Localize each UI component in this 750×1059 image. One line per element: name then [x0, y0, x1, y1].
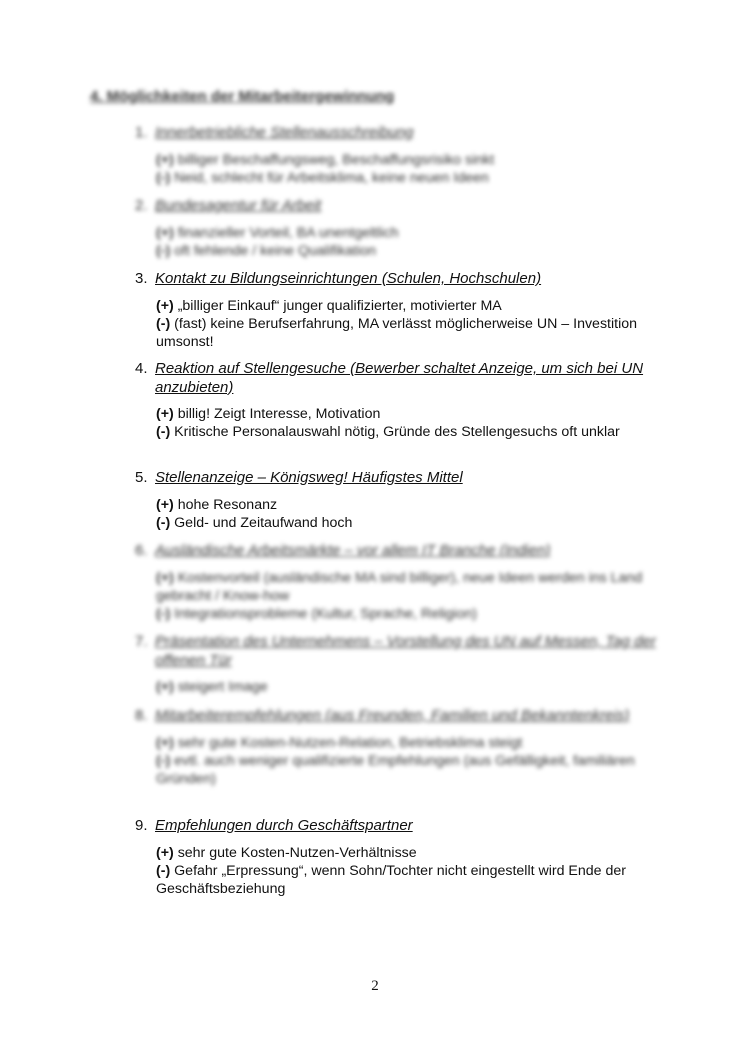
- pro-line: (+) sehr gute Kosten-Nutzen-Verhältnisse: [156, 844, 417, 861]
- list-item-2: [135, 197, 675, 260]
- list-item-8: [135, 707, 675, 788]
- pro-line: (+) finanzieller Vorteil, BA unentgeltlich: [156, 224, 399, 241]
- item-number: 4.: [135, 360, 148, 377]
- page-number: 2: [371, 978, 379, 994]
- con-line: (-) evtl. auch weniger qualifizierte Empfehlungen (aus Gefälligkeit, familiären Gründen): [156, 752, 635, 787]
- item-title: Innerbetriebliche Stellenausschreibung: [155, 124, 414, 141]
- item-number: 5.: [135, 469, 148, 486]
- list-item-3: [135, 270, 675, 351]
- item-number: 9.: [135, 817, 148, 834]
- pro-line: (+) billiger Beschaffungsweg, Beschaffungsrisiko sinkt: [156, 151, 495, 168]
- list-item-1: [135, 124, 675, 187]
- list-item-7: [135, 633, 675, 696]
- list-item-5: [135, 469, 675, 532]
- item-title: Bundesagentur für Arbeit: [155, 197, 322, 214]
- item-title: Kontakt zu Bildungseinrichtungen (Schulen, Hochschulen): [155, 270, 542, 287]
- con-line: (-) Geld- und Zeitaufwand hoch: [156, 514, 353, 531]
- list-item-9: [135, 817, 675, 898]
- item-number: 2.: [135, 197, 148, 214]
- con-line: (-) Gefahr „Erpressung“, wenn Sohn/Tochter nicht eingestellt wird Ende der Geschäftsbeziehung: [156, 862, 627, 897]
- con-line: (-) (fast) keine Berufserfahrung, MA verlässt möglicherweise UN – Investition umsonst!: [156, 315, 638, 350]
- pro-line: (+) sehr gute Kosten-Nutzen-Relation, Betriebsklima steigt: [156, 734, 523, 751]
- item-number: 1.: [135, 124, 148, 141]
- con-line: (-) Integrationsprobleme (Kultur, Sprache, Religion): [156, 605, 477, 622]
- section-heading: 4. Möglichkeiten der Mitarbeitergewinnung: [90, 88, 395, 105]
- pro-line: (+) Kostenvorteil (ausländische MA sind billiger), neue Ideen werden ins Land gebracht / Know-how: [156, 569, 643, 604]
- item-number: 3.: [135, 270, 148, 287]
- item-number: 6.: [135, 542, 148, 559]
- list-item-6: [135, 542, 675, 623]
- con-line: (-) Neid, schlecht für Arbeitsklima, keine neuen Ideen: [156, 169, 489, 186]
- pro-line: (+) hohe Resonanz: [156, 496, 278, 513]
- item-title: Präsentation des Unternehmens – Vorstellung des UN auf Messen, Tag der offenen Tür: [155, 633, 656, 669]
- item-title: Stellenanzeige – Königsweg! Häufigstes Mittel: [155, 469, 463, 486]
- item-title: Empfehlungen durch Geschäftspartner: [155, 817, 413, 834]
- con-line: (-) oft fehlende / keine Qualifikation: [156, 242, 377, 259]
- pro-line: (+) billig! Zeigt Interesse, Motivation: [156, 406, 381, 422]
- pro-line: (+) „billiger Einkauf“ junger qualifizierter, motivierter MA: [156, 297, 502, 314]
- pro-line: (+) steigert Image: [156, 679, 268, 695]
- item-number: 8.: [135, 707, 148, 724]
- con-line: (-) Kritische Personalauswahl nötig, Gründe des Stellengesuchs oft unklar: [156, 424, 620, 441]
- item-title: Ausländische Arbeitsmärkte – vor allem IT Branche (Indien): [155, 542, 551, 559]
- list-item-4: [135, 360, 675, 441]
- item-title: Reaktion auf Stellengesuche (Bewerber schaltet Anzeige, um sich bei UN anzubieten): [155, 360, 644, 396]
- item-title: Mitarbeiterempfehlungen (aus Freunden, Familien und Bekanntenkreis): [155, 707, 630, 724]
- item-number: 7.: [135, 633, 148, 650]
